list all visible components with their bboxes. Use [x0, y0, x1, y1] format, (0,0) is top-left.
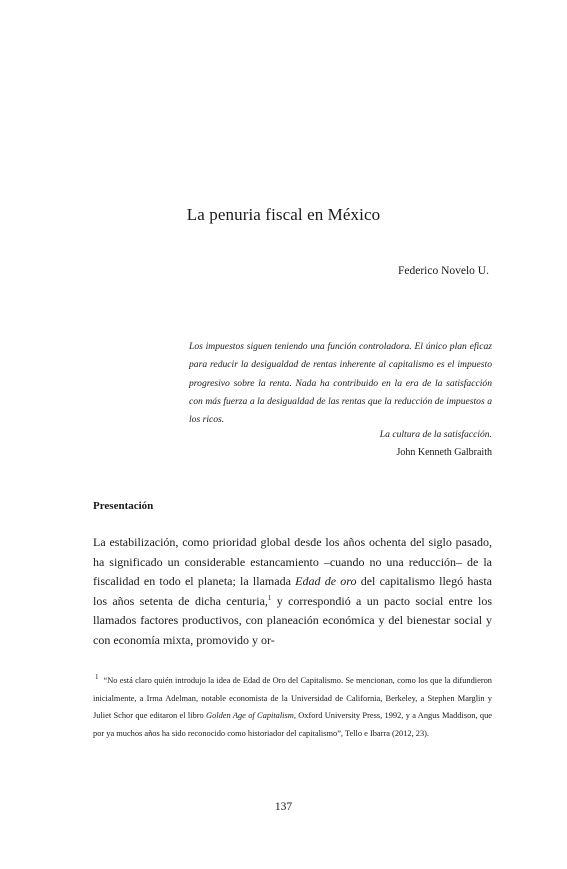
body-text-part: La estabilización, como prioridad global desde los años ochenta del siglo pasado, ha significado un considerable estancamiento –cuando no una reducción– de la fiscalidad en todo el planeta; la llamada — [93, 535, 492, 588]
footnote-text-part: , Oxford University Press, 1992, y a Angus Maddison, que por ya muchos años ha sido reconocido como historiador del capitalismo”, Tello e Ibarra (2012, 23). — [93, 711, 492, 738]
footnote-text-part: “No está claro quién introdujo la idea de Edad de Oro del Capitalismo. Se mencionan, como los que la difundieron inicialmente, a Irma Adelman, notable economista de la Universidad de California, Berkeley, a Stephen Marglin y Juliet Schor que editaron el libro — [93, 676, 492, 720]
body-italic-term: Edad de oro — [295, 574, 357, 588]
page-number: 137 — [274, 801, 293, 813]
footnote-reference[interactable]: 1 — [267, 593, 272, 602]
epigraph-author: John Kenneth Galbraith — [396, 447, 492, 458]
body-paragraph — [93, 533, 492, 650]
footnote — [93, 672, 492, 742]
section-heading: Presentación — [93, 500, 154, 512]
chapter-author: Federico Novelo U. — [397, 265, 489, 277]
chapter-title: La penuria fiscal en México — [186, 205, 381, 224]
epigraph-source: La cultura de la satisfacción. — [379, 429, 492, 440]
footnote-number: 1 — [95, 673, 99, 682]
body-text-part: y correspondió a un pacto social entre los llamados factores productivos, con planeación económica y del bienestar social y con economía mixta, promovido y or- — [93, 593, 492, 647]
footnote-book-title: Golden Age of Capitalism — [206, 711, 294, 720]
epigraph-quote: Los impuestos siguen teniendo una función controladora. El único plan eficaz para reducir la desigualdad de rentas inherente al capitalismo es el impuesto progresivo sobre la renta. Nada ha contribuido en la era de la satisfacción con más fuerza a la desigualdad de las rentas que la reducción de impuestos a los ricos. — [189, 341, 492, 426]
body-text-part: del capitalismo llegó hasta los años setenta de dicha centuria, — [93, 574, 492, 608]
